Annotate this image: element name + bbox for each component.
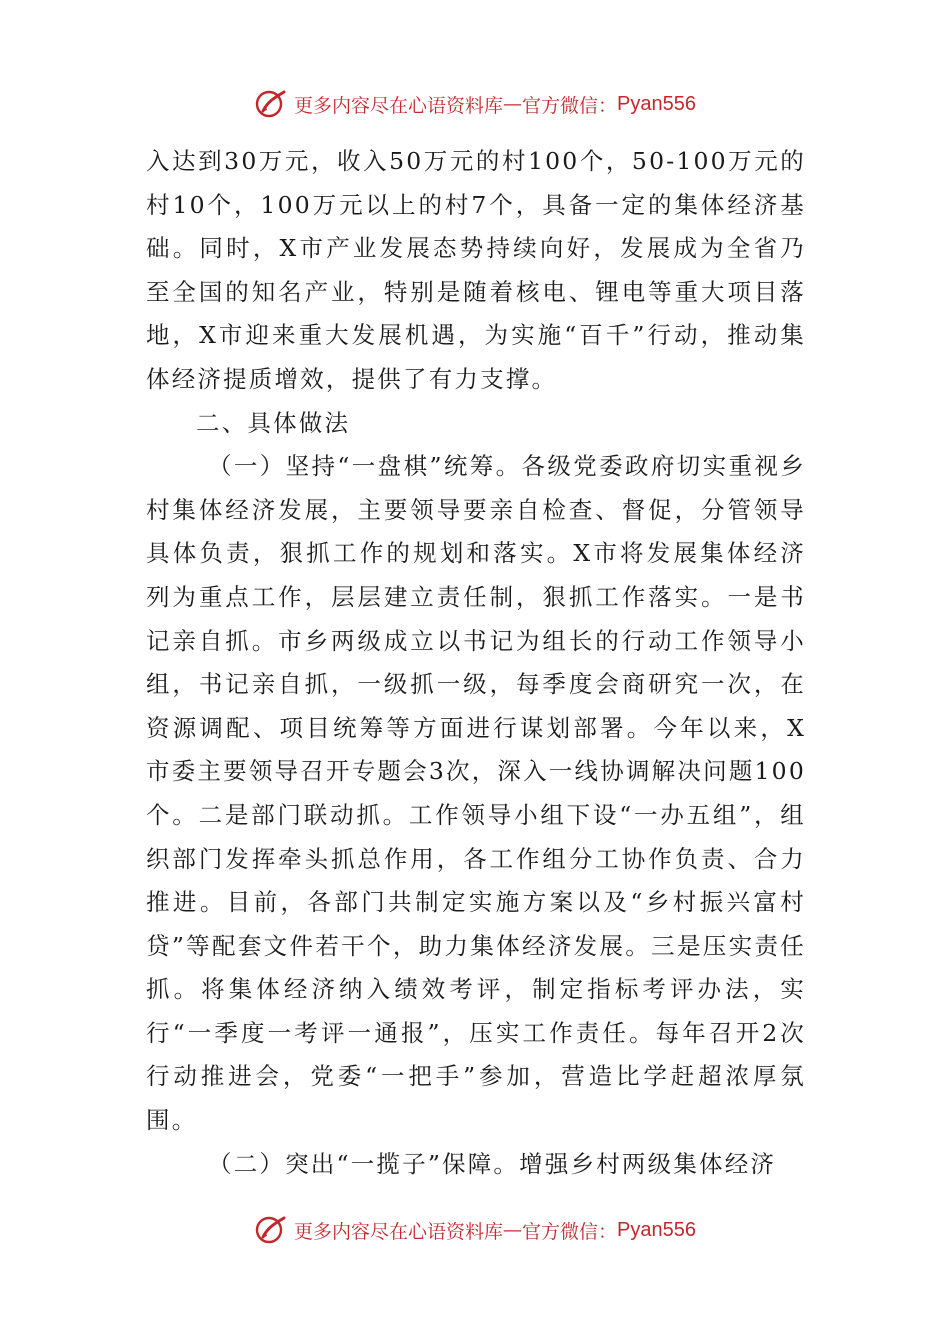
watermark-wechat-id: Pyan556 [617,1218,696,1241]
watermark-main-text: 更多内容尽在心语资料库 [294,94,504,117]
watermark-official-label: 官方微信： [522,94,618,117]
watermark-official-label: 官方微信： [522,1220,618,1243]
brush-logo-icon [254,1213,288,1247]
watermark-banner-bottom [0,1210,950,1250]
section-heading-specific-practices: 二、具体做法 [196,408,351,437]
watermark-dash: — [503,1219,523,1241]
watermark-main-text: 更多内容尽在心语资料库 [294,1220,504,1243]
document-body [146,140,806,1186]
paragraph-continuation: 入达到30万元，收入50万元的村100个，50-100万元的村10个，100万元以上的村7个，具备一定的集体经济基础。同时，X市产业发展态势持续向好，发展成为全省乃至全国的知名产业，特别是随着核电、锂电等重大项目落地，X市迎来重大发展机遇，为实施“百千”行动，推动集体经济提质增效，提供了有力支撑。 [146,147,806,393]
watermark-banner-top [0,84,950,124]
paragraph-package-guarantee: （二）突出“一揽子”保障。增强乡村两级集体经济 [208,1149,777,1178]
watermark-wechat-id: Pyan556 [617,92,696,115]
paragraph-overall-coordination: （一）坚持“一盘棋”统筹。各级党委政府切实重视乡村集体经济发展，主要领导要亲自检查、督促，分管领导具体负责，狠抓工作的规划和落实。X市将发展集体经济列为重点工作，层层建立责任制，狠抓工作落实。一是书记亲自抓。市乡两级成立以书记为组长的行动工作领导小组，书记亲自抓，一级抓一级，每季度会商研究一次，在资源调配、项目统筹等方面进行谋划部署。今年以来，X市委主要领导召开专题会3次，深入一线协调解决问题100个。二是部门联动抓。工作领导小组下设“一办五组”，组织部门发挥牵头抓总作用，各工作组分工协作负责、合力推进。目前，各部门共制定实施方案以及“乡村振兴富村贷”等配套文件若干个，助力集体经济发展。三是压实责任抓。将集体经济纳入绩效考评，制定指标考评办法，实行“一季度一考评一通报”，压实工作责任。每年召开2次行动推进会，党委“一把手”参加，营造比学赶超浓厚氛围。 [146,452,806,1135]
brush-logo-icon [254,87,288,121]
watermark-dash: — [503,93,523,115]
